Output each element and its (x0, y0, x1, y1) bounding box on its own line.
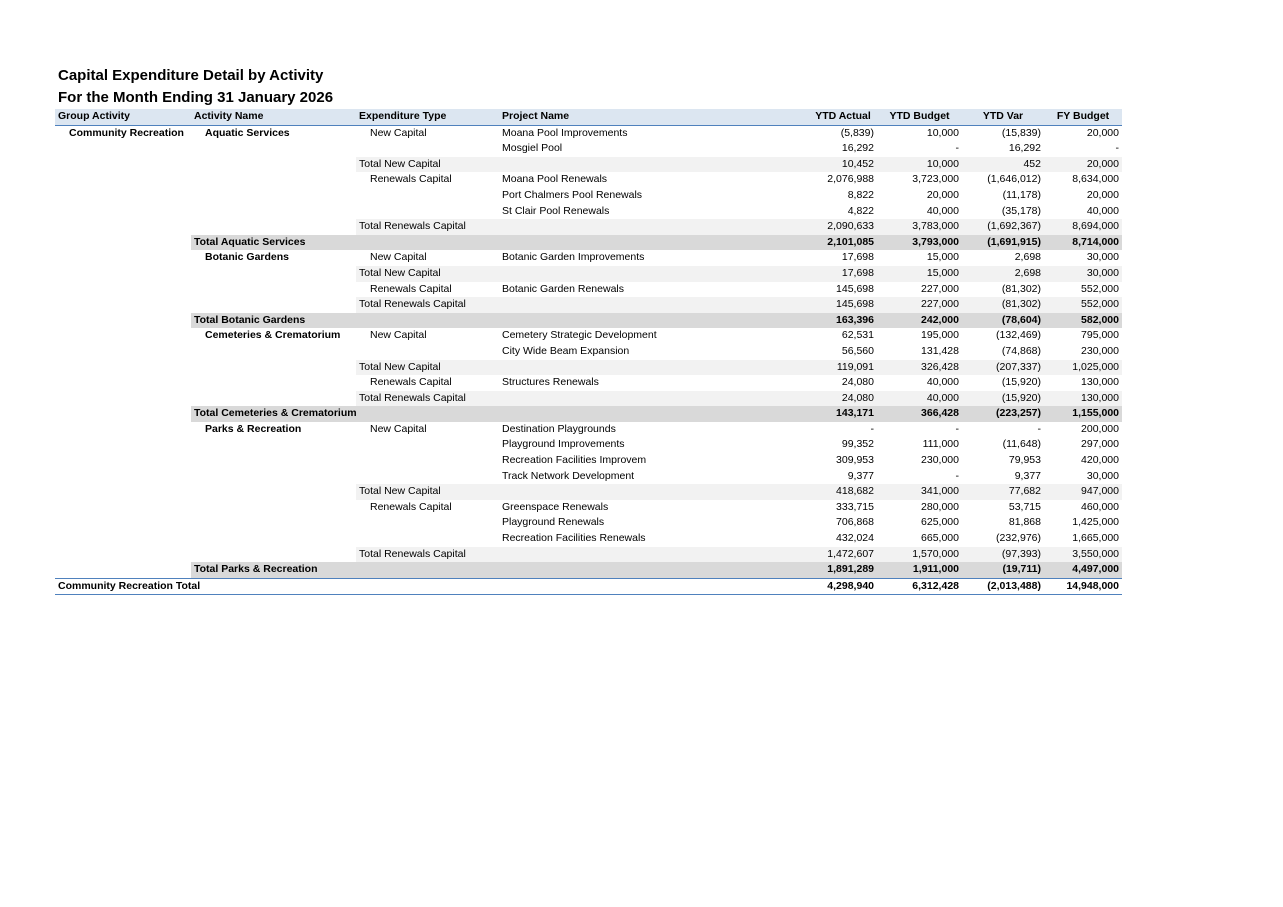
table-row (55, 188, 1122, 204)
ytd-budget-cell: 195,000 (921, 329, 959, 342)
expenditure-type-cell (356, 406, 499, 422)
activity-name-cell (191, 437, 356, 453)
activity-name-cell (191, 500, 356, 516)
table-row (55, 125, 1122, 141)
ytd-actual-cell: 163,396 (809, 313, 877, 329)
project-name-cell: St Clair Pool Renewals (502, 204, 610, 217)
expenditure-type-cell: Total New Capital (356, 484, 499, 500)
ytd-budget-cell: 15,000 (877, 266, 962, 282)
group-activity-cell (55, 500, 191, 516)
fy-budget-cell: 14,948,000 (1044, 578, 1122, 595)
ytd-actual-cell: 1,472,607 (809, 547, 877, 563)
ytd-actual-cell: 2,076,988 (827, 173, 874, 186)
expenditure-type-cell (356, 453, 499, 469)
report-title: Capital Expenditure Detail by Activity (58, 67, 324, 84)
ytd-actual-cell: 17,698 (809, 266, 877, 282)
ytd-var-cell: 81,868 (1008, 516, 1041, 529)
project-name-cell: Structures Renewals (502, 376, 599, 389)
ytd-var-cell: (97,393) (962, 547, 1044, 563)
col-header-group-activity: Group Activity (55, 109, 191, 125)
fy-budget-cell: 1,665,000 (1072, 532, 1119, 545)
activity-name-cell: Cemeteries & Crematorium (205, 329, 341, 342)
expenditure-type-cell (356, 469, 499, 485)
expenditure-type-cell: Total New Capital (356, 266, 499, 282)
ytd-actual-cell: - (870, 422, 874, 435)
ytd-budget-cell: 10,000 (877, 157, 962, 173)
ytd-var-cell: (1,692,367) (962, 219, 1044, 235)
ytd-var-cell: (232,976) (996, 532, 1041, 545)
ytd-actual-cell: 56,560 (841, 344, 874, 357)
activity-name-cell: Total Botanic Gardens (191, 313, 356, 329)
project-name-cell (499, 391, 809, 407)
ytd-actual-cell: 145,698 (836, 282, 874, 295)
project-name-cell: Greenspace Renewals (502, 500, 609, 513)
ytd-var-cell: (11,178) (1002, 188, 1041, 201)
ytd-budget-cell: 40,000 (926, 376, 959, 389)
project-name-cell: City Wide Beam Expansion (502, 344, 630, 357)
activity-name-cell (191, 453, 356, 469)
expenditure-type-cell (356, 141, 499, 157)
ytd-var-cell: 2,698 (1014, 251, 1041, 264)
ytd-budget-cell: 242,000 (877, 313, 962, 329)
subtotal-row (55, 360, 1122, 376)
activity-name-cell (191, 578, 356, 595)
group-activity-cell (55, 266, 191, 282)
group-activity-cell (55, 204, 191, 220)
grand-total-row (55, 578, 1122, 595)
col-header-fy-budget: FY Budget (1044, 109, 1122, 125)
fy-budget-cell: 200,000 (1081, 422, 1119, 435)
fy-budget-cell: 552,000 (1081, 282, 1119, 295)
ytd-budget-cell: 3,783,000 (877, 219, 962, 235)
ytd-var-cell: 53,715 (1008, 500, 1041, 513)
project-name-cell (499, 547, 809, 563)
fy-budget-cell: 460,000 (1081, 500, 1119, 513)
group-activity-cell (55, 360, 191, 376)
group-activity-cell (55, 375, 191, 391)
ytd-budget-cell: - (955, 469, 959, 482)
activity-name-cell (191, 375, 356, 391)
fy-budget-cell: 582,000 (1044, 313, 1122, 329)
project-name-cell: Recreation Facilities Renewals (502, 532, 646, 545)
ytd-actual-cell: 1,891,289 (809, 562, 877, 578)
ytd-actual-cell: 145,698 (809, 297, 877, 313)
ytd-budget-cell: 10,000 (926, 126, 959, 139)
ytd-var-cell: - (1037, 422, 1041, 435)
col-header-activity-name: Activity Name (191, 109, 356, 125)
ytd-actual-cell: 9,377 (847, 469, 874, 482)
ytd-var-cell: (81,302) (962, 297, 1044, 313)
table-row (55, 375, 1122, 391)
expenditure-type-cell: Total Renewals Capital (356, 391, 499, 407)
activity-name-cell: Total Cemeteries & Crematorium (191, 406, 356, 422)
ytd-var-cell: (1,646,012) (987, 173, 1041, 186)
ytd-actual-cell: 16,292 (841, 142, 874, 155)
ytd-budget-cell: 230,000 (921, 454, 959, 467)
subtotal-row (55, 157, 1122, 173)
activity-total-row (55, 313, 1122, 329)
ytd-actual-cell: 8,822 (847, 188, 874, 201)
table-row (55, 422, 1122, 438)
project-name-cell (499, 406, 809, 422)
activity-name-cell (191, 172, 356, 188)
expenditure-type-cell: Total Renewals Capital (356, 219, 499, 235)
table-body (55, 125, 1122, 595)
ytd-var-cell: (35,178) (1001, 204, 1041, 217)
expenditure-type-cell: New Capital (370, 126, 427, 139)
fy-budget-cell: 947,000 (1044, 484, 1122, 500)
header-row (55, 109, 1122, 125)
ytd-budget-cell: 280,000 (921, 500, 959, 513)
activity-name-cell (191, 141, 356, 157)
activity-name-cell (191, 297, 356, 313)
project-name-cell: Playground Improvements (502, 438, 625, 451)
ytd-actual-cell: 17,698 (841, 251, 874, 264)
fy-budget-cell: 420,000 (1081, 454, 1119, 467)
group-activity-cell (55, 235, 191, 251)
group-activity-cell (55, 250, 191, 266)
ytd-budget-cell: - (955, 422, 959, 435)
project-name-cell: Mosgiel Pool (502, 142, 563, 155)
ytd-budget-cell: 366,428 (877, 406, 962, 422)
activity-name-cell: Aquatic Services (205, 126, 290, 139)
fy-budget-cell: 1,025,000 (1044, 360, 1122, 376)
fy-budget-cell: 297,000 (1081, 438, 1119, 451)
table-row (55, 469, 1122, 485)
fy-budget-cell: 130,000 (1081, 376, 1119, 389)
expenditure-type-cell: Total Renewals Capital (356, 547, 499, 563)
expenditure-type-cell: New Capital (370, 329, 427, 342)
project-name-cell (499, 313, 809, 329)
activity-total-row (55, 562, 1122, 578)
expenditure-type-cell (356, 344, 499, 360)
ytd-actual-cell: 62,531 (841, 329, 874, 342)
project-name-cell: Botanic Garden Improvements (502, 251, 645, 264)
expenditure-type-cell (356, 204, 499, 220)
expenditure-type-cell (356, 313, 499, 329)
ytd-var-cell: (78,604) (962, 313, 1044, 329)
ytd-budget-cell: 15,000 (926, 251, 959, 264)
ytd-budget-cell: 111,000 (922, 438, 959, 451)
group-activity-cell (55, 406, 191, 422)
project-name-cell: Port Chalmers Pool Renewals (502, 188, 643, 201)
col-header-ytd-actual: YTD Actual (809, 109, 877, 125)
table-row (55, 141, 1122, 157)
col-header-expenditure-type: Expenditure Type (356, 109, 499, 125)
group-activity-cell (55, 141, 191, 157)
project-name-cell (499, 484, 809, 500)
ytd-budget-cell: 1,570,000 (877, 547, 962, 563)
activity-name-cell (191, 484, 356, 500)
report-subtitle: For the Month Ending 31 January 2026 (58, 89, 334, 106)
activity-total-row (55, 235, 1122, 251)
ytd-budget-cell: 3,723,000 (912, 173, 959, 186)
ytd-var-cell: (1,691,915) (962, 235, 1044, 251)
project-name-cell (499, 235, 809, 251)
group-activity-cell (55, 219, 191, 235)
group-activity-cell: Community Recreation (69, 126, 184, 139)
ytd-var-cell: (81,302) (1001, 282, 1041, 295)
ytd-var-cell: (15,920) (962, 391, 1044, 407)
activity-total-row (55, 406, 1122, 422)
ytd-budget-cell: 227,000 (921, 282, 959, 295)
ytd-actual-cell: 432,024 (836, 532, 874, 545)
ytd-actual-cell: 2,090,633 (809, 219, 877, 235)
col-header-ytd-var: YTD Var (962, 109, 1044, 125)
project-name-cell: Playground Renewals (502, 516, 605, 529)
ytd-var-cell: 2,698 (962, 266, 1044, 282)
group-activity-cell (55, 313, 191, 329)
group-activity-cell (55, 344, 191, 360)
ytd-actual-cell: 119,091 (809, 360, 877, 376)
ytd-var-cell: 452 (962, 157, 1044, 173)
activity-name-cell: Parks & Recreation (205, 422, 302, 435)
fy-budget-cell: 30,000 (1086, 469, 1119, 482)
ytd-actual-cell: 706,868 (836, 516, 874, 529)
fy-budget-cell: - (1115, 142, 1119, 155)
table-row (55, 204, 1122, 220)
fy-budget-cell: 3,550,000 (1044, 547, 1122, 563)
fy-budget-cell: 230,000 (1081, 344, 1119, 357)
ytd-budget-cell: 625,000 (921, 516, 959, 529)
ytd-actual-cell: 309,953 (836, 454, 874, 467)
ytd-budget-cell: 6,312,428 (877, 578, 962, 595)
expenditure-type-cell: Total Renewals Capital (356, 297, 499, 313)
subtotal-row (55, 219, 1122, 235)
activity-name-cell (191, 204, 356, 220)
ytd-budget-cell: 40,000 (926, 204, 959, 217)
ytd-budget-cell: 20,000 (926, 188, 959, 201)
ytd-var-cell: (223,257) (962, 406, 1044, 422)
table-row (55, 282, 1122, 298)
group-activity-cell (55, 531, 191, 547)
group-activity-cell (55, 422, 191, 438)
ytd-actual-cell: 10,452 (809, 157, 877, 173)
subtotal-row (55, 547, 1122, 563)
group-activity-cell (55, 469, 191, 485)
table-row (55, 515, 1122, 531)
group-activity-cell (55, 515, 191, 531)
activity-name-cell: Botanic Gardens (205, 251, 290, 264)
activity-name-cell (191, 219, 356, 235)
ytd-budget-cell: 227,000 (877, 297, 962, 313)
expenditure-type-cell: Renewals Capital (370, 282, 452, 295)
fy-budget-cell: 1,425,000 (1072, 516, 1119, 529)
table-row (55, 500, 1122, 516)
ytd-budget-cell: 40,000 (877, 391, 962, 407)
group-activity-cell (55, 297, 191, 313)
subtotal-row (55, 297, 1122, 313)
fy-budget-cell: 30,000 (1086, 251, 1119, 264)
ytd-var-cell: 79,953 (1008, 454, 1041, 467)
ytd-actual-cell: 4,822 (847, 204, 874, 217)
ytd-var-cell: (11,648) (1002, 438, 1041, 451)
expenditure-type-cell: Total New Capital (356, 360, 499, 376)
activity-name-cell (191, 282, 356, 298)
group-activity-cell: Community Recreation Total (55, 578, 191, 595)
col-header-project-name: Project Name (499, 109, 809, 125)
activity-name-cell (191, 547, 356, 563)
expenditure-type-cell: Renewals Capital (370, 500, 452, 513)
ytd-var-cell: (19,711) (962, 562, 1044, 578)
ytd-actual-cell: 4,298,940 (809, 578, 877, 595)
ytd-actual-cell: 24,080 (841, 376, 874, 389)
col-header-ytd-budget: YTD Budget (877, 109, 962, 125)
group-activity-cell (55, 157, 191, 173)
ytd-var-cell: (132,469) (996, 329, 1041, 342)
fy-budget-cell: 40,000 (1086, 204, 1119, 217)
subtotal-row (55, 484, 1122, 500)
ytd-var-cell: (15,839) (1001, 126, 1041, 139)
expenditure-type-cell: New Capital (370, 422, 427, 435)
expenditure-type-cell: Total New Capital (356, 157, 499, 173)
ytd-actual-cell: (5,839) (840, 126, 874, 139)
capex-table (55, 109, 1122, 595)
ytd-var-cell: (15,920) (1001, 376, 1041, 389)
table-row (55, 328, 1122, 344)
project-name-cell: Destination Playgrounds (502, 422, 616, 435)
activity-name-cell (191, 188, 356, 204)
project-name-cell: Botanic Garden Renewals (502, 282, 624, 295)
group-activity-cell (55, 547, 191, 563)
group-activity-cell (55, 391, 191, 407)
group-activity-cell (55, 437, 191, 453)
table-row (55, 453, 1122, 469)
group-activity-cell (55, 328, 191, 344)
ytd-var-cell: (2,013,488) (962, 578, 1044, 595)
group-activity-cell (55, 484, 191, 500)
expenditure-type-cell (356, 437, 499, 453)
fy-budget-cell: 552,000 (1044, 297, 1122, 313)
ytd-actual-cell: 143,171 (809, 406, 877, 422)
ytd-budget-cell: 1,911,000 (877, 562, 962, 578)
expenditure-type-cell (356, 562, 499, 578)
fy-budget-cell: 30,000 (1044, 266, 1122, 282)
fy-budget-cell: 8,694,000 (1044, 219, 1122, 235)
fy-budget-cell: 20,000 (1086, 188, 1119, 201)
project-name-cell (499, 266, 809, 282)
activity-name-cell: Total Parks & Recreation (191, 562, 356, 578)
activity-name-cell (191, 391, 356, 407)
expenditure-type-cell: Renewals Capital (370, 173, 452, 186)
activity-name-cell (191, 531, 356, 547)
ytd-actual-cell: 2,101,085 (809, 235, 877, 251)
group-activity-cell (55, 172, 191, 188)
table-row (55, 172, 1122, 188)
ytd-budget-cell: - (955, 142, 959, 155)
project-name-cell (499, 297, 809, 313)
ytd-budget-cell: 3,793,000 (877, 235, 962, 251)
ytd-actual-cell: 99,352 (841, 438, 874, 451)
project-name-cell: Recreation Facilities Improvem (502, 454, 647, 467)
project-name-cell (499, 578, 809, 595)
project-name-cell (499, 219, 809, 235)
table-row (55, 437, 1122, 453)
group-activity-cell (55, 188, 191, 204)
project-name-cell (499, 360, 809, 376)
ytd-budget-cell: 326,428 (877, 360, 962, 376)
ytd-var-cell: (207,337) (962, 360, 1044, 376)
subtotal-row (55, 266, 1122, 282)
fy-budget-cell: 795,000 (1081, 329, 1119, 342)
fy-budget-cell: 8,714,000 (1044, 235, 1122, 251)
fy-budget-cell: 130,000 (1044, 391, 1122, 407)
fy-budget-cell: 20,000 (1044, 157, 1122, 173)
fy-budget-cell: 20,000 (1086, 126, 1119, 139)
project-name-cell (499, 562, 809, 578)
activity-name-cell (191, 469, 356, 485)
ytd-var-cell: (74,868) (1001, 344, 1041, 357)
fy-budget-cell: 4,497,000 (1044, 562, 1122, 578)
expenditure-type-cell: New Capital (370, 251, 427, 264)
expenditure-type-cell (356, 578, 499, 595)
project-name-cell: Moana Pool Improvements (502, 126, 628, 139)
project-name-cell: Cemetery Strategic Development (502, 329, 657, 342)
activity-name-cell (191, 157, 356, 173)
ytd-budget-cell: 341,000 (877, 484, 962, 500)
project-name-cell: Moana Pool Renewals (502, 173, 608, 186)
table-row (55, 250, 1122, 266)
activity-name-cell (191, 266, 356, 282)
ytd-budget-cell: 665,000 (921, 532, 959, 545)
activity-name-cell (191, 360, 356, 376)
table-row (55, 531, 1122, 547)
expenditure-type-cell: Renewals Capital (370, 376, 452, 389)
ytd-actual-cell: 418,682 (809, 484, 877, 500)
expenditure-type-cell (356, 188, 499, 204)
project-name-cell (499, 157, 809, 173)
activity-name-cell (191, 515, 356, 531)
group-activity-cell (55, 562, 191, 578)
ytd-var-cell: 16,292 (1008, 142, 1041, 155)
group-activity-cell (55, 453, 191, 469)
ytd-var-cell: 77,682 (962, 484, 1044, 500)
activity-name-cell (191, 344, 356, 360)
fy-budget-cell: 8,634,000 (1072, 173, 1119, 186)
ytd-var-cell: 9,377 (1014, 469, 1041, 482)
fy-budget-cell: 1,155,000 (1044, 406, 1122, 422)
expenditure-type-cell (356, 531, 499, 547)
expenditure-type-cell (356, 235, 499, 251)
group-activity-cell (55, 282, 191, 298)
project-name-cell: Track Network Development (502, 469, 635, 482)
expenditure-type-cell (356, 515, 499, 531)
subtotal-row (55, 391, 1122, 407)
table-row (55, 344, 1122, 360)
ytd-actual-cell: 24,080 (809, 391, 877, 407)
ytd-actual-cell: 333,715 (836, 500, 874, 513)
activity-name-cell: Total Aquatic Services (191, 235, 356, 251)
ytd-budget-cell: 131,428 (921, 344, 959, 357)
